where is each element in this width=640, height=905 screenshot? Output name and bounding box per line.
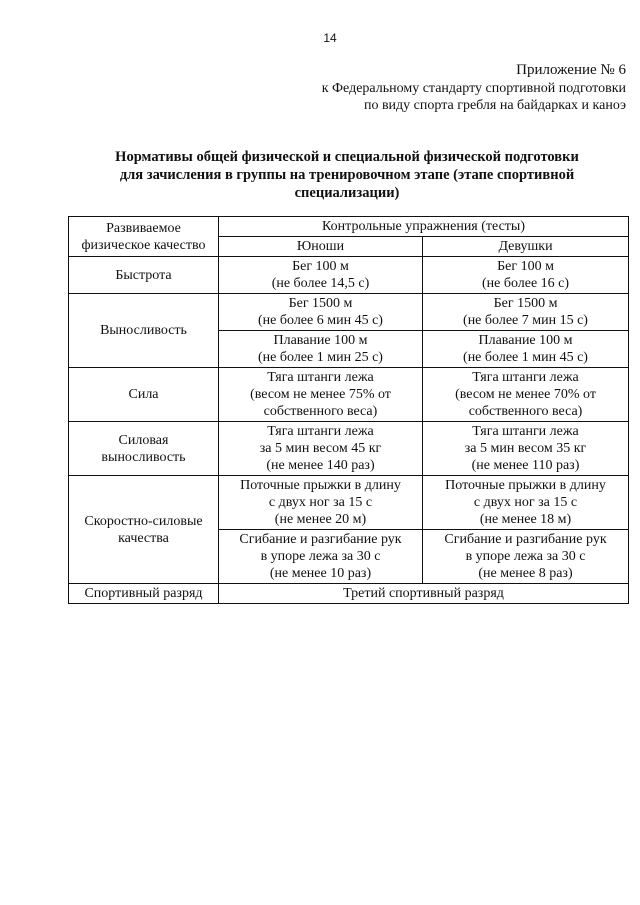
table-header-row xyxy=(69,217,629,237)
quality-cell xyxy=(69,476,219,584)
girls-norm-cell xyxy=(423,294,629,331)
page-number: 14 xyxy=(323,31,337,45)
title-line-3: специализации) xyxy=(294,185,400,201)
norm-text: за 5 мин весом 35 кг xyxy=(464,441,587,456)
quality-text: Быстрота xyxy=(115,267,172,283)
boys-norm-cell xyxy=(219,257,423,294)
quality-text: Сила xyxy=(128,387,159,402)
norm-text: Поточные прыжки в длину xyxy=(240,478,401,493)
girls-norm-cell xyxy=(423,530,629,584)
norm-text: Тяга штанги лежа xyxy=(267,424,374,439)
norm-text: Плавание 100 м xyxy=(273,333,368,348)
norm-text: (не менее 110 раз) xyxy=(471,458,580,473)
norm-text: Сгибание и разгибание рук xyxy=(239,532,402,547)
quality-cell xyxy=(69,422,219,476)
header-girls-cell: Девушки xyxy=(423,237,629,257)
norm-text: с двух ног за 15 с xyxy=(473,495,578,510)
appendix-reference: к Федеральному стандарту спортивной подготовки xyxy=(321,81,626,96)
quality-cell xyxy=(69,368,219,422)
norm-text: (не менее 10 раз) xyxy=(269,566,372,581)
appendix-number: Приложение № 6 xyxy=(516,62,626,78)
norm-text: (не более 6 мин 45 с) xyxy=(258,313,383,328)
norm-text: (не менее 8 раз) xyxy=(478,566,573,581)
sport-rank-value-cell: Третий спортивный разряд xyxy=(219,584,629,604)
norm-text: Бег 100 м xyxy=(497,259,554,274)
norm-text: (не более 14,5 с) xyxy=(271,276,370,291)
norm-text: (не более 7 мин 15 с) xyxy=(463,313,588,328)
quality-text: качества xyxy=(118,530,169,546)
norm-text: собственного веса) xyxy=(263,404,378,419)
norm-text: с двух ног за 15 с xyxy=(268,495,373,510)
boys-norm-cell xyxy=(219,530,423,584)
norm-text: Сгибание и разгибание рук xyxy=(444,532,607,547)
norm-text: Тяга штанги лежа xyxy=(472,370,579,385)
norm-text: Тяга штанги лежа xyxy=(472,424,579,439)
boys-norm-cell xyxy=(219,368,423,422)
norm-text: (не более 16 с) xyxy=(481,276,570,291)
quality-cell xyxy=(69,257,219,294)
norm-text: (не более 1 мин 45 с) xyxy=(463,350,588,365)
table-row xyxy=(69,476,629,530)
norm-text: (не более 1 мин 25 с) xyxy=(258,350,383,365)
girls-norm-cell xyxy=(423,368,629,422)
appendix-sport: по виду спорта гребля на байдарках и каноэ xyxy=(363,98,626,113)
girls-norm-cell xyxy=(423,257,629,294)
header-boys-cell: Юноши xyxy=(219,237,423,257)
title-line-1: Нормативы общей физической и специальной физической подготовки xyxy=(115,149,579,165)
document-title xyxy=(82,148,612,202)
boys-norm-cell xyxy=(219,476,423,530)
norm-text: Бег 1500 м xyxy=(288,296,353,311)
norm-text: Плавание 100 м xyxy=(478,333,573,348)
header-quality-cell xyxy=(69,217,219,257)
norm-text: Бег 100 м xyxy=(292,259,349,274)
norm-text: в упоре лежа за 30 с xyxy=(465,549,586,564)
norm-text: (не менее 18 м) xyxy=(479,512,572,527)
norm-text: в упоре лежа за 30 с xyxy=(260,549,381,564)
norm-text: (не менее 140 раз) xyxy=(266,458,375,473)
norm-text: Поточные прыжки в длину xyxy=(445,478,606,493)
norm-text: Бег 1500 м xyxy=(493,296,558,311)
quality-cell xyxy=(69,294,219,368)
norm-text: Тяга штанги лежа xyxy=(267,370,374,385)
norm-text: собственного веса) xyxy=(468,404,583,419)
girls-norm-cell xyxy=(423,331,629,368)
boys-norm-cell xyxy=(219,331,423,368)
norm-text: (весом не менее 70% от xyxy=(455,387,596,402)
norm-text: (не менее 20 м) xyxy=(274,512,367,527)
girls-norm-cell xyxy=(423,422,629,476)
header-exercises-cell: Контрольные упражнения (тесты) xyxy=(219,217,629,237)
sport-rank-label-cell: Спортивный разряд xyxy=(69,584,219,604)
boys-norm-cell xyxy=(219,294,423,331)
table-row xyxy=(69,368,629,422)
norms-table xyxy=(68,216,629,604)
quality-text: Силовая xyxy=(118,432,169,448)
appendix-header xyxy=(206,60,626,114)
header-quality-line: Развиваемое xyxy=(106,220,181,236)
norm-text: за 5 мин весом 45 кг xyxy=(259,441,382,456)
table-row xyxy=(69,294,629,331)
table-footer-row xyxy=(69,584,629,604)
norm-text: (весом не менее 75% от xyxy=(250,387,391,402)
table-row xyxy=(69,257,629,294)
quality-text: Скоростно-силовые xyxy=(84,513,203,529)
girls-norm-cell xyxy=(423,476,629,530)
table-row xyxy=(69,422,629,476)
quality-text: Выносливость xyxy=(100,323,187,338)
header-quality-line: физическое качество xyxy=(81,237,206,253)
boys-norm-cell xyxy=(219,422,423,476)
title-line-2: для зачисления в группы на тренировочном этапе (этапе спортивной xyxy=(119,167,575,183)
quality-text: выносливость xyxy=(101,449,186,465)
